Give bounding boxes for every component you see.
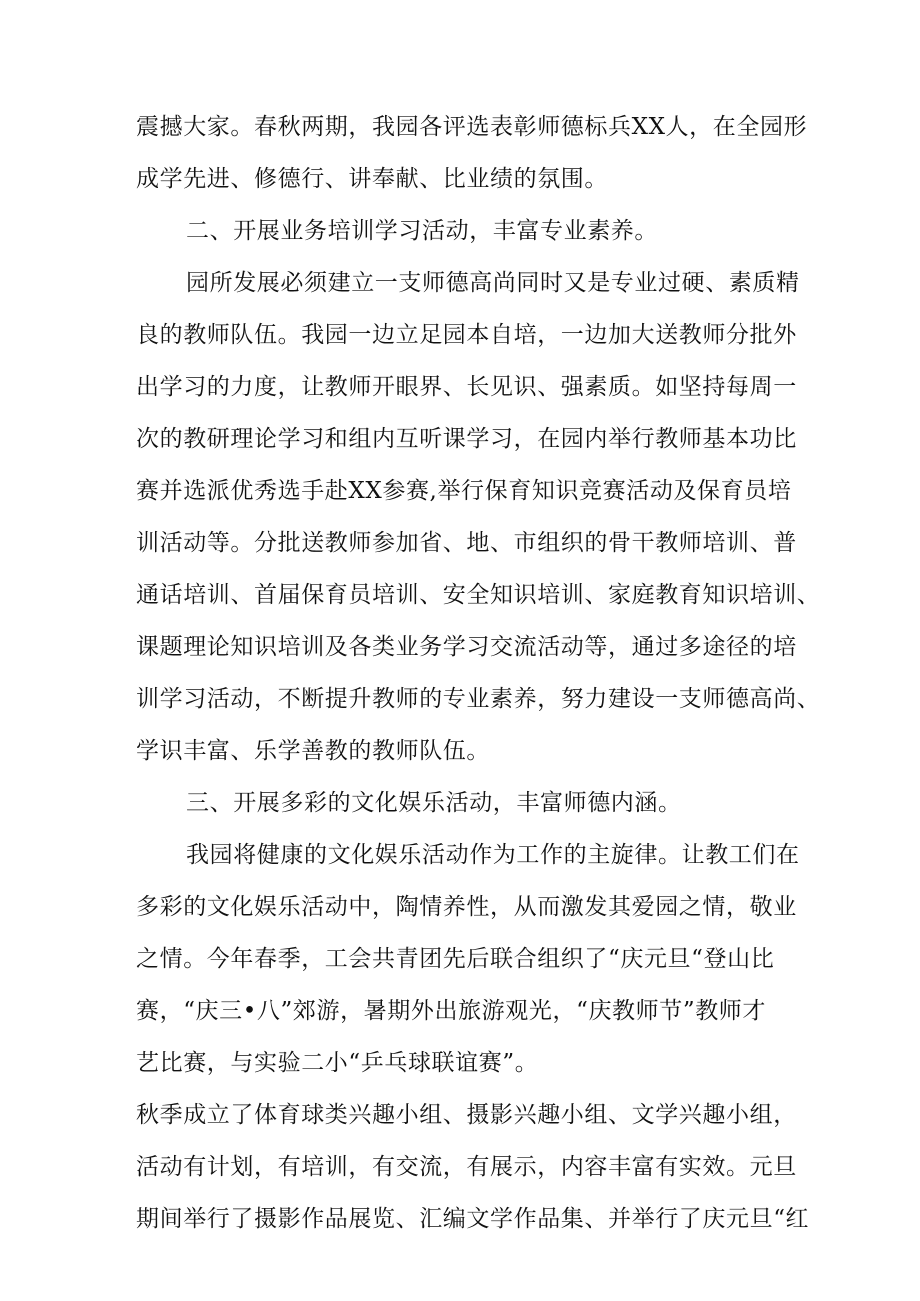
- text-line: 课题理论知识培训及各类业务学习交流活动等，通过多途径的培: [136, 634, 797, 660]
- text-line: 良的教师队伍。我园一边立足园本自培，一边加大送教师分批外: [136, 322, 797, 348]
- text-line: 秋季成立了体育球类兴趣小组、摄影兴趣小组、文学兴趣小组，: [136, 1102, 797, 1128]
- text-line: 次的教研理论学习和组内互听课学习，在园内举行教师基本功比: [136, 426, 797, 452]
- text-line: 艺比赛，与实验二小“乒乓球联谊赛”。: [136, 1050, 539, 1076]
- text-line: 训活动等。分批送教师参加省、地、市组织的骨干教师培训、普: [136, 530, 797, 556]
- text-line: 活动有计划，有培训，有交流，有展示，内容丰富有实效。元旦: [136, 1154, 797, 1180]
- text-line: 赛并选派优秀选手赴XX参赛,举行保育知识竞赛活动及保育员培: [136, 478, 792, 504]
- text-line: 成学先进、修德行、讲奉献、比业绩的氛围。: [136, 166, 608, 192]
- section-heading-2: 二、开展业务培训学习活动，丰富专业素养。: [186, 218, 658, 244]
- text-line: 多彩的文化娱乐活动中，陶情养性，从而激发其爱园之情，敬业: [136, 894, 797, 920]
- text-line: 通话培训、首届保育员培训、安全知识培训、家庭教育知识培训、: [136, 582, 821, 608]
- text-line: 训学习活动，不断提升教师的专业素养，努力建设一支师德高尚、: [136, 686, 821, 712]
- text-line: 园所发展必须建立一支师德高尚同时又是专业过硬、素质精: [186, 270, 800, 296]
- text-line: 学识丰富、乐学善教的教师队伍。: [136, 738, 490, 764]
- text-line: 期间举行了摄影作品展览、汇编文学作品集、并举行了庆元旦“红: [136, 1206, 810, 1232]
- text-line: 赛，“庆三•八”郊游，暑期外出旅游观光，“庆教师节”教师才: [136, 998, 766, 1024]
- text-line: 我园将健康的文化娱乐活动作为工作的主旋律。让教工们在: [186, 842, 800, 868]
- text-line: 震撼大家。春秋两期，我园各评选表彰师德标兵XX人，在全园形: [136, 114, 808, 140]
- text-line: 出学习的力度，让教师开眼界、长见识、强素质。如坚持每周一: [136, 374, 797, 400]
- text-line: 之情。今年春季，工会共青团先后联合组织了“庆元旦“登山比: [136, 946, 775, 972]
- section-heading-3: 三、开展多彩的文化娱乐活动，丰富师德内涵。: [186, 790, 682, 816]
